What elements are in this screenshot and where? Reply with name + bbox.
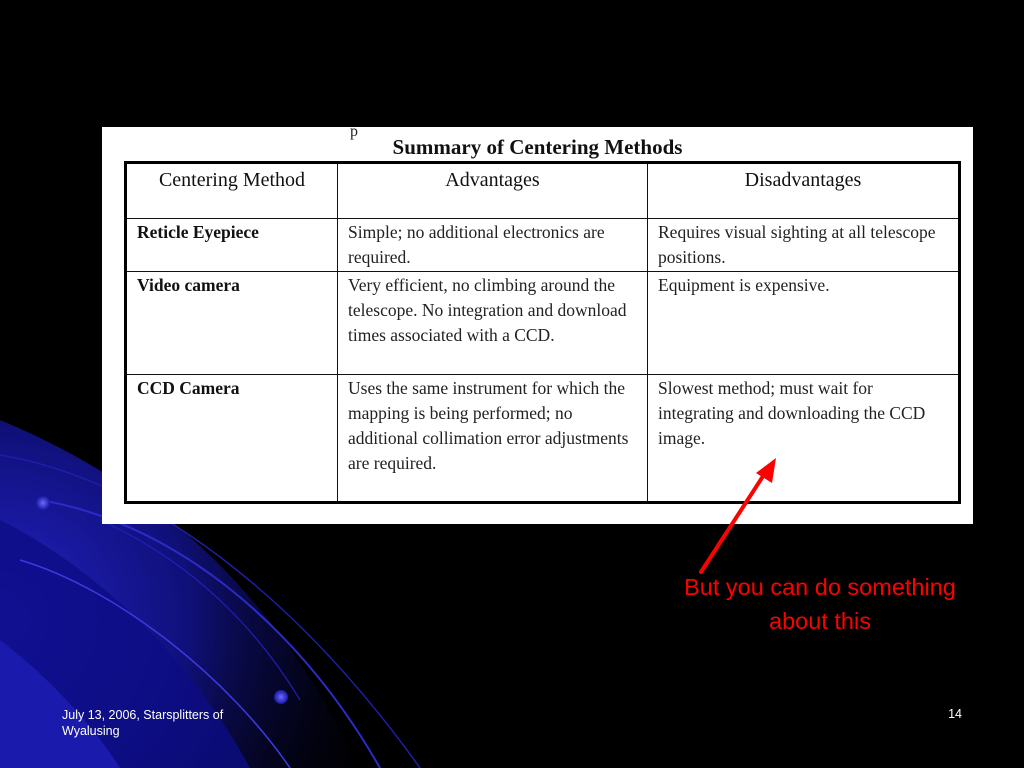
header-centering-method: Centering Method [126,163,338,219]
table-row [126,374,960,502]
method-cell: Video camera [126,271,338,374]
advantages-cell: Simple; no additional electronics are required. [338,219,648,271]
centering-methods-table-image [102,123,973,524]
table-header-row [126,163,960,219]
footer-date-venue: July 13, 2006, Starsplitters of Wyalusing [62,708,224,738]
advantages-cell: Very efficient, no climbing around the telescope. No integration and download times associated with a CCD. [338,271,648,374]
method-cell: Reticle Eyepiece [126,219,338,271]
header-disadvantages: Disadvantages [648,163,960,219]
disadvantages-cell: Equipment is expensive. [648,271,960,374]
callout-text: But you can do something about this [684,574,956,634]
disadvantages-cell: Requires visual sighting at all telescope positions. [648,219,960,271]
cropped-text-fragment: p [350,123,358,140]
method-cell: CCD Camera [126,374,338,502]
slide-number: 14 [948,707,962,721]
disadvantages-cell: Slowest method; must wait for integrating and downloading the CCD image. [648,374,960,502]
header-advantages: Advantages [338,163,648,219]
table-row [126,271,960,374]
table-title: Summary of Centering Methods [392,135,683,159]
table-row [126,219,960,271]
centering-methods-table [124,161,961,504]
advantages-cell: Uses the same instrument for which the mapping is being performed; no additional collimation error adjustments are required. [338,374,648,502]
